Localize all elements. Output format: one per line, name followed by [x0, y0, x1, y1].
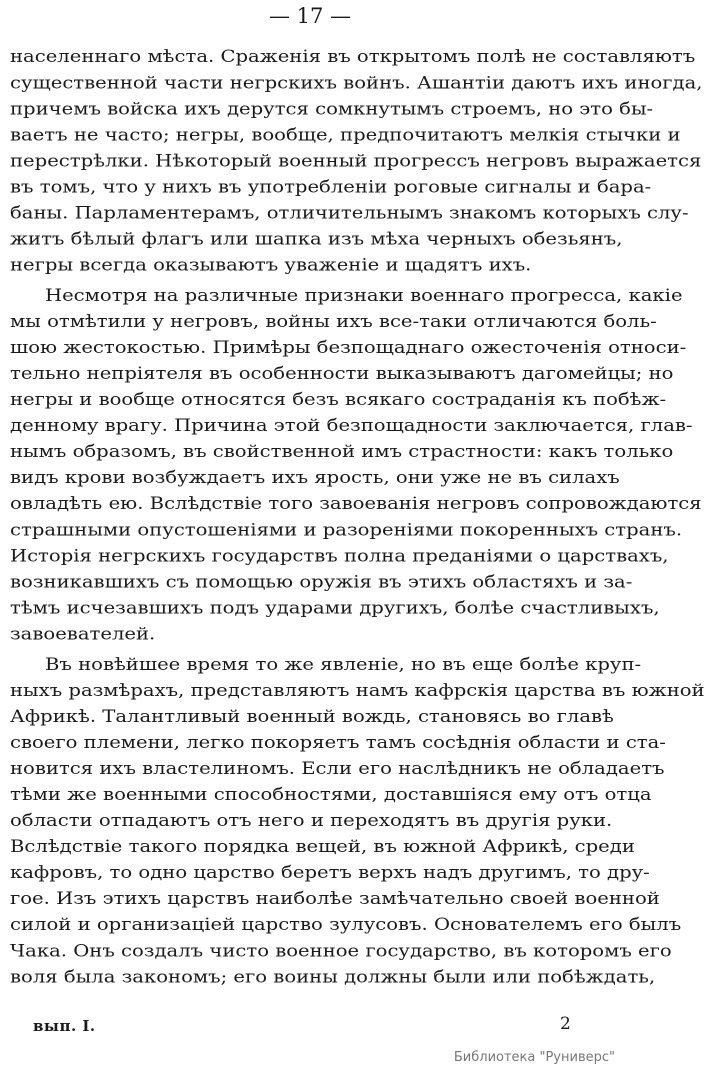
text-line: своего племени, легко покоряетъ тамъ сосѣднія области и ста- [10, 732, 666, 753]
text-line: Исторія негрскихъ государствъ полна преданіями о царствахъ, [10, 545, 669, 566]
text-line: тѣмъ исчезавшихъ подъ ударами другихъ, болѣе счастливыхъ, [10, 597, 660, 618]
printer-signature: вып. I. [33, 1017, 96, 1035]
text-line: существенной части негрскихъ войнъ. Ашантіи даютъ ихъ иногда, [10, 72, 703, 93]
text-line: негры всегда оказываютъ уваженіе и щадятъ ихъ. [10, 254, 532, 275]
text-line: житъ бѣлый флагъ или шапка изъ мѣха черныхъ обезьянъ, [10, 228, 623, 249]
text-line: тѣми же военными способностями, доставшіяся ему отъ отца [10, 784, 652, 805]
text-line: Африкѣ. Талантливый военный вождь, становясь во главѣ [10, 706, 614, 727]
text-line: видъ крови возбуждаетъ ихъ ярость, они уже не въ силахъ [10, 467, 620, 488]
text-line: шою жестокостью. Примѣры безпощаднаго ожесточенія относи- [10, 337, 687, 358]
text-line: возникавшихъ съ помощью оружія въ этихъ областяхъ и за- [10, 571, 633, 592]
text-line: Вслѣдствіе такого порядка вещей, въ южной Африкѣ, среди [10, 836, 635, 857]
text-line: нымъ образомъ, въ свойственной имъ страстности: какъ только [10, 441, 674, 462]
text-line: кафровъ, то одно царство беретъ верхъ надъ другимъ, то дру- [10, 862, 650, 883]
text-line: баны. Парламентерамъ, отличительнымъ знакомъ которыхъ слу- [10, 202, 689, 223]
page-number: — 17 — [268, 4, 352, 28]
text-line: Чака. Онъ создалъ чисто военное государство, въ которомъ его [10, 940, 672, 961]
text-line: завоевателей. [10, 623, 156, 644]
text-line: мы отмѣтили у негровъ, войны ихъ все-таки отличаются боль- [10, 311, 657, 332]
text-line: ныхъ размѣрахъ, представляютъ намъ кафрскія царства въ южной [10, 680, 705, 701]
text-line: силой и организаціей царство зулусовъ. Основателемъ его былъ [10, 914, 682, 935]
text-line: новится ихъ властелиномъ. Если его наслѣдникъ не обладаетъ [10, 758, 665, 779]
text-line: въ томъ, что у нихъ въ употребленіи роговые сигналы и бара- [10, 176, 652, 197]
text-line: тельно непріятеля въ особенности выказываютъ дагомейцы; но [10, 363, 674, 384]
text-line: денному врагу. Причина этой безпощадности заключается, глав- [10, 415, 693, 436]
text-line: гое. Изъ этихъ царствъ наиболѣе замѣчательно своей военной [10, 888, 660, 909]
text-line: негры и вообще относятся безъ всякаго состраданія къ побѣж- [10, 389, 667, 410]
text-line: причемъ войска ихъ дерутся сомкнутымъ строемъ, но это бы- [10, 98, 654, 119]
library-watermark: Библиотека "Руниверс" [453, 1050, 615, 1065]
text-line: ваетъ не часто; негры, вообще, предпочитаютъ мелкія стычки и [10, 124, 681, 145]
sheet-number: 2 [560, 1014, 571, 1034]
text-line: области отпадаютъ отъ него и переходятъ въ другія руки. [10, 810, 613, 831]
text-line: овладѣть ею. Вслѣдствіе того завоеванія негровъ сопровождаются [10, 493, 702, 514]
text-line: воля была закономъ; его воины должны были или побѣждать, [10, 966, 656, 987]
paragraph-first-line: Несмотря на различные признаки военнаго прогресса, какіе [45, 285, 683, 306]
text-line: страшными опустошеніями и разореніями покоренныхъ странъ. [10, 519, 683, 540]
text-line: населеннаго мѣста. Сраженія въ открытомъ полѣ не составляютъ [10, 46, 696, 67]
text-line: перестрѣлки. Нѣкоторый военный прогрессъ негровъ выражается [10, 150, 702, 171]
paragraph-first-line: Въ новѣйшее время то же явленіе, но въ еще болѣе круп- [45, 654, 642, 675]
